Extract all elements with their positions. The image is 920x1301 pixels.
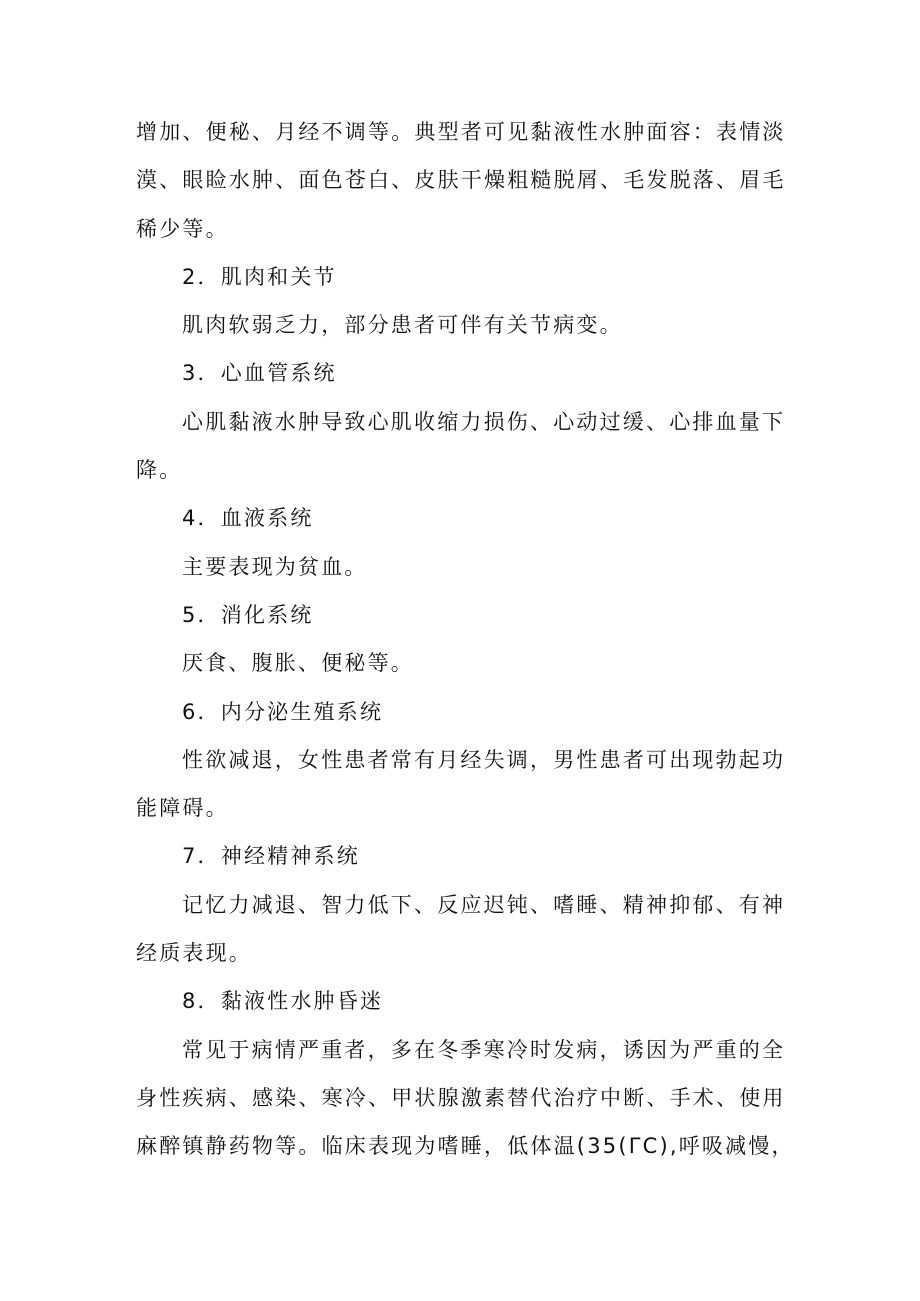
text-line-2: 漠、眼睑水肿、面色苍白、皮肤干燥粗糙脱屑、毛发脱落、眉毛 (136, 168, 786, 193)
text-line-3: 稀少等。 (136, 216, 229, 241)
section-heading-myxedema-coma: 8．黏液性水肿昏迷 (182, 989, 384, 1014)
text-line-8: 降。 (136, 458, 183, 483)
text-line-22: 麻醉镇静药物等。临床表现为嗜睡，低体温(35(ΓC),呼吸减慢， (136, 1134, 795, 1159)
section-heading-muscles-joints: 2．肌肉和关节 (182, 264, 337, 289)
section-heading-blood: 4．血液系统 (182, 506, 314, 531)
text-line-18: 经质表现。 (136, 941, 252, 966)
section-heading-endocrine-reproductive: 6．内分泌生殖系统 (182, 699, 384, 724)
text-line-5: 肌肉软弱乏力，部分患者可伴有关节病变。 (182, 313, 623, 338)
text-line-15: 能障碍。 (136, 796, 229, 821)
text-line-12: 厌食、腹胀、便秘等。 (182, 651, 414, 676)
text-line-21: 身性疾病、感染、寒冷、甲状腺激素替代治疗中断、手术、使用 (136, 1085, 786, 1110)
section-heading-neuropsychiatric: 7．神经精神系统 (182, 844, 360, 869)
section-heading-digestive: 5．消化系统 (182, 602, 314, 627)
text-line-1: 增加、便秘、月经不调等。典型者可见黏液性水肿面容：表情淡 (136, 120, 786, 144)
text-line-17: 记忆力减退、智力低下、反应迟钝、嗜睡、精神抑郁、有神 (182, 892, 786, 917)
section-heading-cardiovascular: 3．心血管系统 (182, 361, 337, 386)
text-line-14: 性欲减退，女性患者常有月经失调，男性患者可出现勃起功 (182, 747, 786, 772)
text-line-20: 常见于病情严重者，多在冬季寒冷时发病，诱因为严重的全 (182, 1037, 786, 1062)
text-line-7: 心肌黏液水肿导致心肌收缩力损伤、心动过缓、心排血量下 (182, 409, 786, 434)
document-body (136, 108, 795, 1171)
text-line-10: 主要表现为贫血。 (182, 554, 368, 579)
